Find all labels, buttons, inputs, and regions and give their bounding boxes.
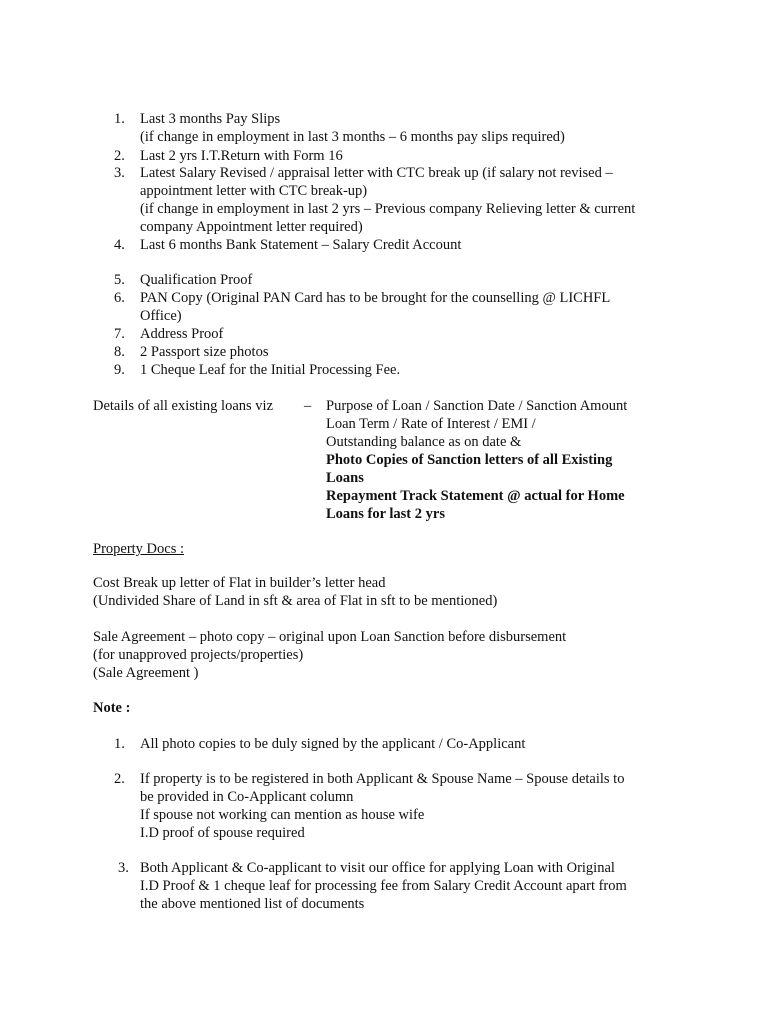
list-text	[140, 271, 252, 289]
list-line: Last 6 months Bank Statement – Salary Credit Account	[140, 237, 462, 253]
sale-agreement-line: Sale Agreement – photo copy – original upon Loan Sanction before disbursement	[93, 629, 567, 645]
list-text	[140, 289, 610, 325]
list-line: Office)	[140, 308, 182, 324]
list-number: 9.	[114, 362, 125, 378]
cost-breakup-line: Cost Break up letter of Flat in builder’s letter head	[93, 575, 386, 591]
list-text	[140, 110, 565, 146]
list-line: Last 2 yrs I.T.Return with Form 16	[140, 148, 343, 164]
list-number: 2.	[114, 148, 125, 164]
list-text	[140, 164, 635, 236]
note-text	[140, 770, 624, 842]
list-line: Qualification Proof	[140, 272, 253, 288]
existing-loans-details	[326, 397, 627, 523]
loan-detail-line: Purpose of Loan / Sanction Date / Sanction Amount	[326, 398, 628, 414]
note-line: be provided in Co-Applicant column	[140, 789, 354, 805]
list-number: 6.	[114, 290, 125, 306]
list-line: (if change in employment in last 2 yrs – Previous company Relieving letter & current	[140, 201, 636, 217]
sale-agreement-line: (Sale Agreement )	[93, 665, 199, 681]
list-number: 7.	[114, 326, 125, 342]
loan-detail-bold-line: Photo Copies of Sanction letters of all Existing	[326, 452, 613, 468]
list-line: PAN Copy (Original PAN Card has to be brought for the counselling @ LICHFL	[140, 290, 611, 306]
list-text	[140, 325, 223, 343]
cost-breakup-line: (Undivided Share of Land in sft & area of Flat in sft to be mentioned)	[93, 593, 498, 609]
note-line: All photo copies to be duly signed by the applicant / Co-Applicant	[140, 736, 526, 752]
note-text	[140, 859, 627, 913]
note-text	[140, 735, 525, 753]
note-line: I.D Proof & 1 cheque leaf for processing fee from Salary Credit Account apart from	[140, 878, 627, 894]
cost-breakup-block	[93, 574, 497, 610]
list-line: company Appointment letter required)	[140, 219, 363, 235]
note-line: If spouse not working can mention as house wife	[140, 807, 425, 823]
note-number: 2.	[114, 771, 125, 787]
note-number: 1.	[114, 736, 125, 752]
loan-detail-line: Loan Term / Rate of Interest / EMI /	[326, 416, 536, 432]
list-line: Latest Salary Revised / appraisal letter with CTC break up (if salary not revised –	[140, 165, 613, 181]
loan-detail-bold-line: Repayment Track Statement @ actual for Home	[326, 488, 625, 504]
list-line: (if change in employment in last 3 months – 6 months pay slips required)	[140, 129, 565, 145]
list-line: 1 Cheque Leaf for the Initial Processing Fee.	[140, 362, 401, 378]
note-line: If property is to be registered in both Applicant & Spouse Name – Spouse details to	[140, 771, 625, 787]
sale-agreement-block	[93, 628, 566, 682]
list-number: 8.	[114, 344, 125, 360]
property-docs-heading: Property Docs :	[93, 541, 185, 557]
note-heading: Note :	[93, 700, 131, 716]
list-text	[140, 147, 343, 165]
loan-detail-bold-line: Loans for last 2 yrs	[326, 506, 445, 522]
loan-detail-line: Outstanding balance as on date &	[326, 434, 522, 450]
list-number: 3.	[114, 165, 125, 181]
loan-detail-bold-line: Loans	[326, 470, 364, 486]
note-line: I.D proof of spouse required	[140, 825, 305, 841]
list-text	[140, 343, 268, 361]
list-line: Last 3 months Pay Slips	[140, 111, 281, 127]
note-line: the above mentioned list of documents	[140, 896, 365, 912]
list-number: 5.	[114, 272, 125, 288]
list-line: appointment letter with CTC break-up)	[140, 183, 368, 199]
sale-agreement-line: (for unapproved projects/properties)	[93, 647, 304, 663]
list-number: 1.	[114, 111, 125, 127]
note-line: Both Applicant & Co-applicant to visit our office for applying Loan with Original	[140, 860, 615, 876]
list-number: 4.	[114, 237, 125, 253]
list-line: Address Proof	[140, 326, 224, 342]
list-text	[140, 236, 461, 254]
note-number: 3.	[118, 860, 129, 876]
list-text	[140, 361, 400, 379]
dash-separator: –	[304, 398, 312, 414]
list-line: 2 Passport size photos	[140, 344, 269, 360]
existing-loans-label: Details of all existing loans viz	[93, 398, 274, 414]
